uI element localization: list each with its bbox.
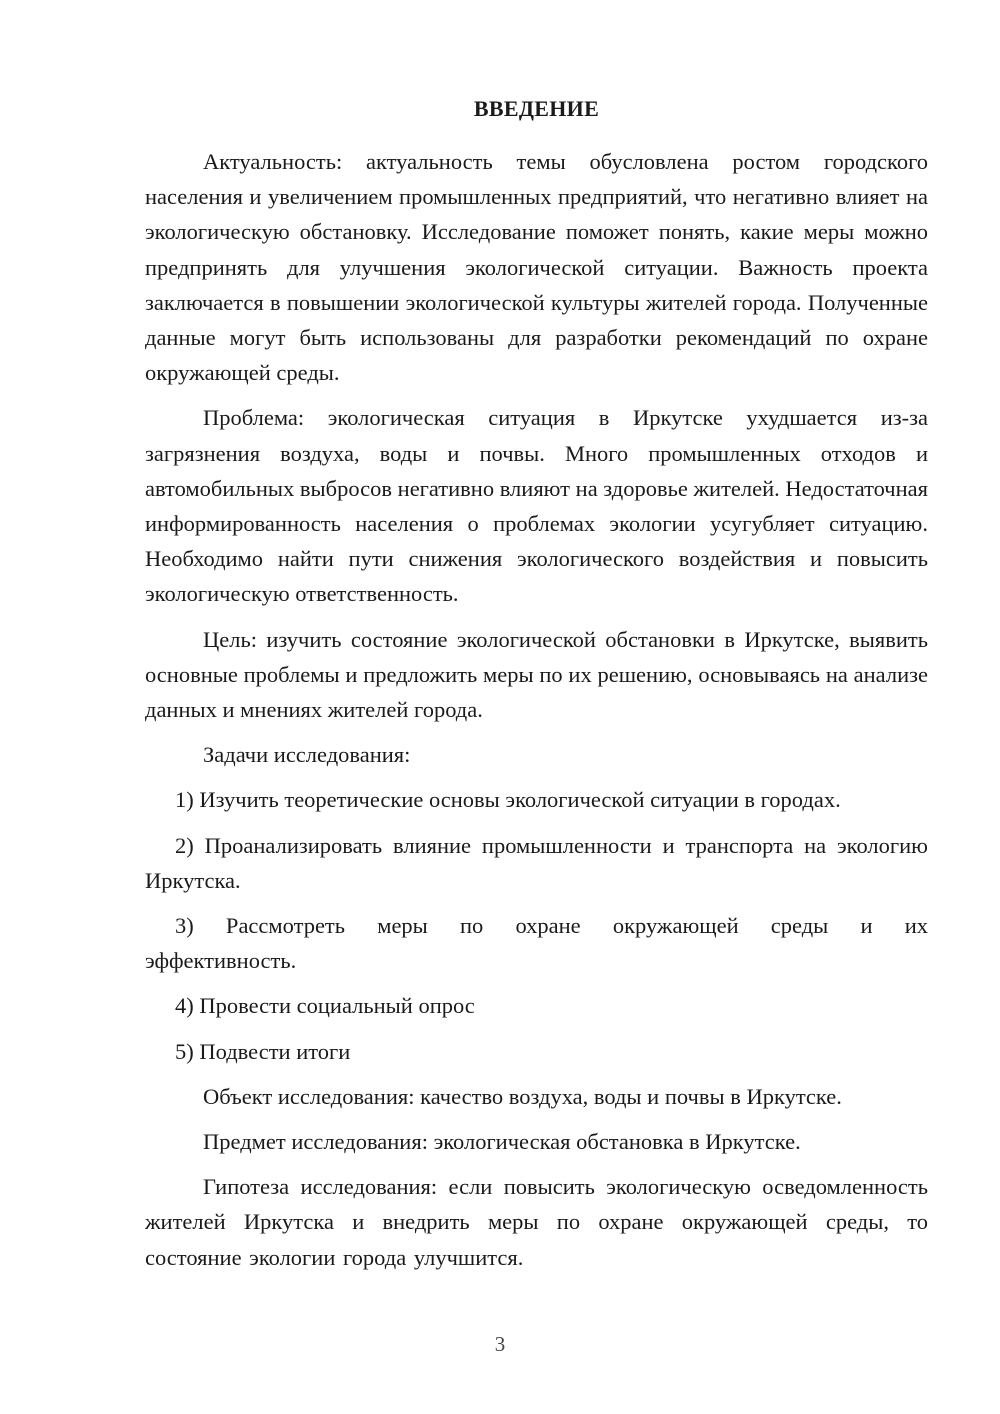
relevance-paragraph: Актуальность: актуальность темы обусловлена ростом городского населения и увеличением промышленных предприятий, что негативно влияет на экологическую обстановку. Исследование поможет понять, какие меры можно предпринять для улучшения экологической ситуации. Важность проекта заключается в повышении экологической культуры жителей города. Полученные данные могут быть использованы для разработки рекомендаций по охране окружающей среды.	[145, 149, 928, 386]
task-item-2: 2) Проанализировать влияние промышленности и транспорта на экологию Иркутска.	[145, 832, 928, 893]
tasks-title: Задачи исследования:	[203, 742, 411, 768]
section-heading: ВВЕДЕНИЕ	[473, 96, 600, 121]
subject-paragraph: Предмет исследования: экологическая обстановка в Иркутске.	[203, 1129, 801, 1155]
hypothesis-paragraph: Гипотеза исследования: если повысить экологическую осведомленность жителей Иркутска и внедрить меры по охране окружающей среды, то состояние экологии города улучшится.	[145, 1174, 928, 1270]
problem-paragraph: Проблема: экологическая ситуация в Иркутске ухудшается из-за загрязнения воздуха, воды и почвы. Много промышленных отходов и автомобильных выбросов негативно влияют на здоровье жителей. Недостаточная информированность населения о проблемах экологии усугубляет ситуацию. Необходимо найти пути снижения экологического воздействия и повысить экологическую ответственность.	[145, 405, 928, 607]
goal-paragraph: Цель: изучить состояние экологической обстановки в Иркутске, выявить основные проблемы и предложить меры по их решению, основываясь на анализе данных и мнениях жителей города.	[145, 626, 928, 723]
document-page	[145, 92, 928, 1275]
task-item-4: 4) Провести социальный опрос	[175, 993, 475, 1019]
object-paragraph: Объект исследования: качество воздуха, воды и почвы в Иркутске.	[203, 1083, 842, 1109]
page-number: 3	[494, 1332, 506, 1356]
task-item-3: 3) Рассмотреть меры по охране окружающей среды и их эффективность.	[145, 913, 928, 974]
task-item-5: 5) Подвести итоги	[175, 1038, 351, 1064]
task-item-1: 1) Изучить теоретические основы экологической ситуации в городах.	[175, 787, 841, 813]
